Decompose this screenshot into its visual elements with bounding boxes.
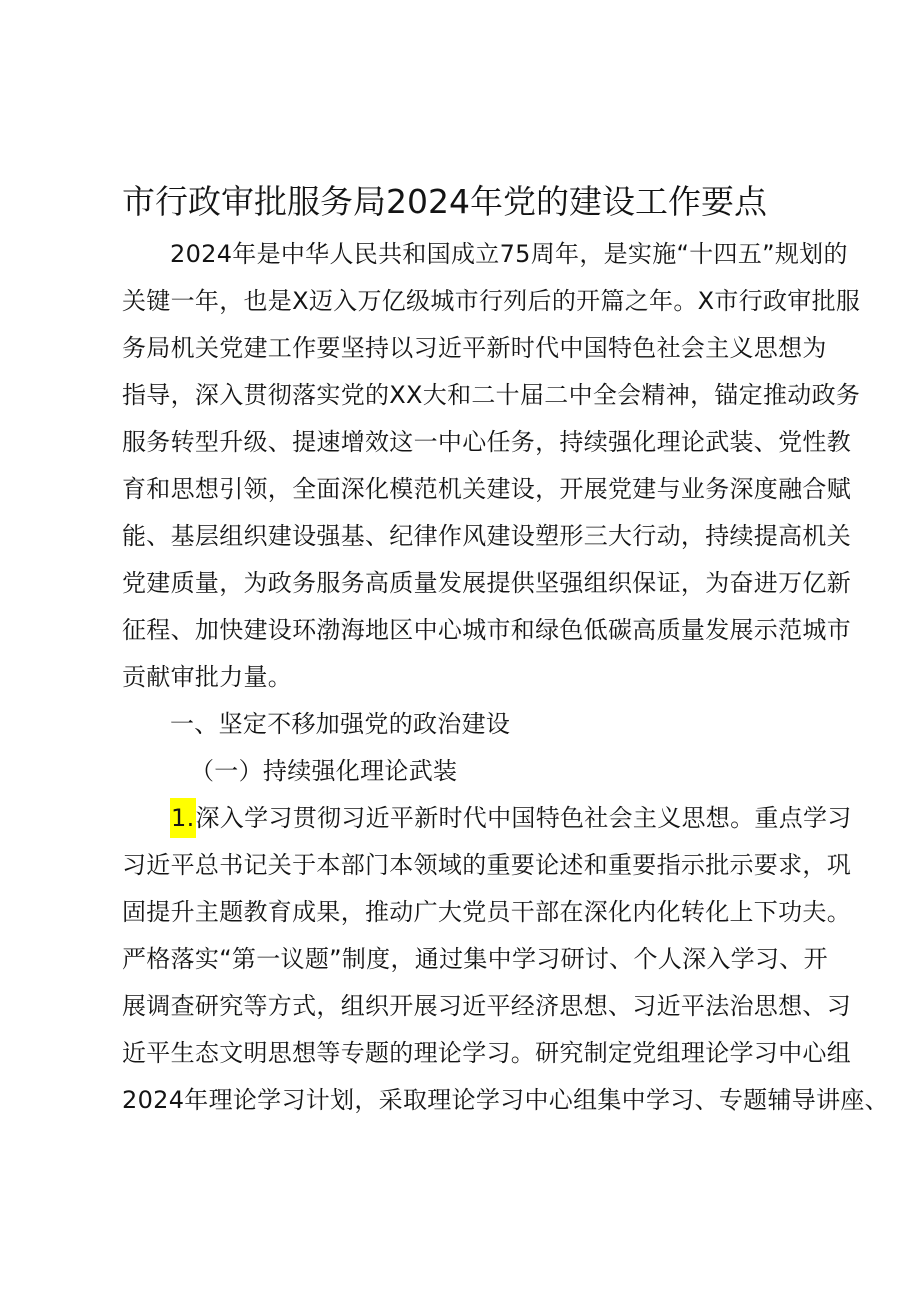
intro-line: 2024年是中华人民共和国成立75周年，是实施“十四五”规划的 [170,240,848,268]
item-number-highlight: 1. [170,798,196,838]
intro-line: 能、基层组织建设强基、纪律作风建设塑形三大行动，持续提高机关 [122,522,851,550]
intro-line: 关键一年，也是X迈入万亿级城市行列后的开篇之年。X市行政审批服 [122,287,861,315]
item-line: 展调查研究等方式，组织开展习近平经济思想、习近平法治思想、习 [122,992,851,1020]
intro-line: 征程、加快建设环渤海地区中心城市和绿色低碳高质量发展示范城市 [122,616,851,644]
section-heading: 一、坚定不移加强党的政治建设 [170,710,511,738]
subsection-heading: （一）持续强化理论武装 [190,757,458,785]
intro-line: 服务转型升级、提速增效这一中心任务，持续强化理论武装、党性教 [122,428,851,456]
item-line: 深入学习贯彻习近平新时代中国特色社会主义思想。重点学习 [195,804,852,832]
intro-line: 党建质量，为政务服务高质量发展提供坚强组织保证，为奋进万亿新 [122,569,851,597]
item-line: 严格落实“第一议题”制度，通过集中学习研讨、个人深入学习、开 [122,945,828,973]
item-line: 2024年理论学习计划，采取理论学习中心组集中学习、专题辅导讲座、 [122,1086,889,1114]
item-first-line [170,800,852,836]
intro-line: 务局机关党建工作要坚持以习近平新时代中国特色社会主义思想为 [122,334,827,362]
intro-line: 育和思想引领，全面深化模范机关建设，开展党建与业务深度融合赋 [122,475,851,503]
item-line: 近平生态文明思想等专题的理论学习。研究制定党组理论学习中心组 [122,1039,851,1067]
item-line: 习近平总书记关于本部门本领域的重要论述和重要指示批示要求，巩 [122,851,851,879]
document-title: 市行政审批服务局2024年党的建设工作要点 [122,182,767,221]
item-line: 固提升主题教育成果，推动广大党员干部在深化内化转化上下功夫。 [122,898,851,926]
intro-line: 指导，深入贯彻落实党的XX大和二十届二中全会精神，锚定推动政务 [122,381,861,409]
intro-line: 贡献审批力量。 [122,663,293,691]
